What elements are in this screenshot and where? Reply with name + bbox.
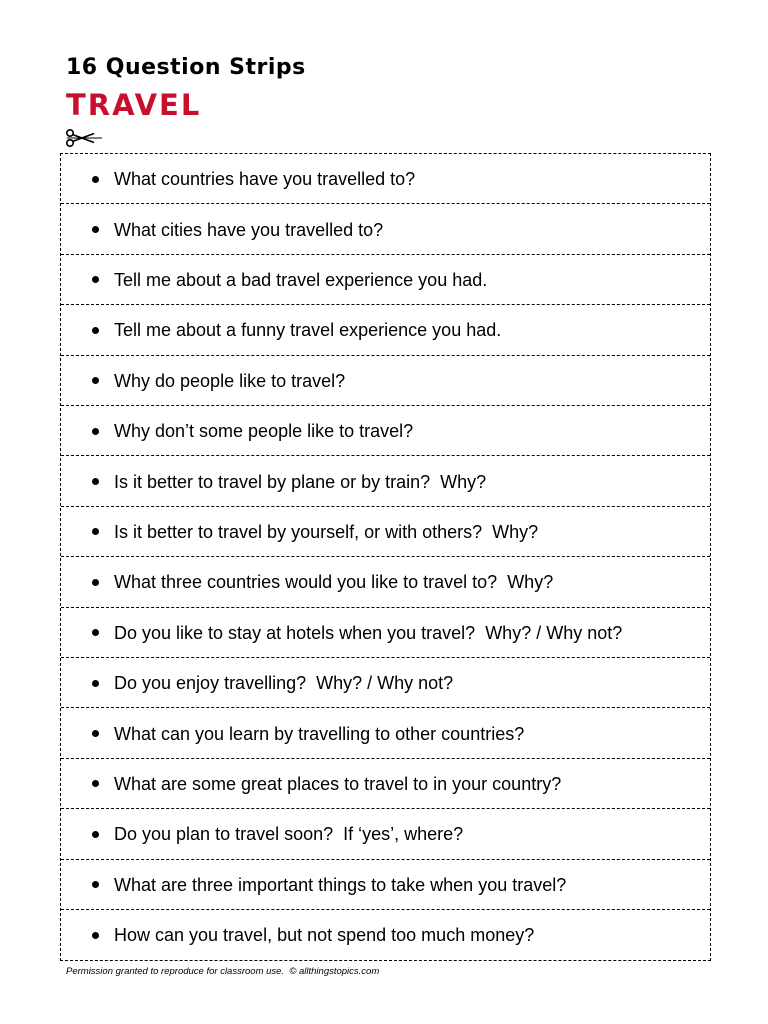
question-text: Why don’t some people like to travel? (114, 421, 414, 442)
question-text: Is it better to travel by yourself, or with others? Why? (114, 521, 539, 542)
question-strip (61, 809, 710, 859)
scissors-icon (64, 126, 104, 150)
question-strip (61, 154, 710, 204)
question-strip (61, 456, 710, 506)
permission-footer: Permission granted to reproduce for classroom use. © allthingstopics.com (66, 966, 380, 977)
cut-line (61, 707, 710, 708)
cut-line (61, 506, 710, 507)
question-text: What countries have you travelled to? (114, 169, 416, 190)
cut-line (61, 355, 710, 356)
bullet-icon (92, 226, 99, 233)
cut-line (61, 808, 710, 809)
question-text: What can you learn by travelling to other countries? (114, 723, 525, 744)
question-text: What cities have you travelled to? (114, 219, 384, 240)
question-strip (61, 860, 710, 910)
cut-line (61, 657, 710, 658)
question-text: Do you enjoy travelling? Why? / Why not? (114, 673, 454, 694)
cut-line (61, 607, 710, 608)
bullet-icon (92, 629, 99, 636)
question-strip (61, 658, 710, 708)
question-text: How can you travel, but not spend too much money? (114, 925, 535, 946)
bullet-icon (92, 932, 99, 939)
bullet-icon (92, 730, 99, 737)
bullet-icon (92, 377, 99, 384)
question-strip (61, 356, 710, 406)
bullet-icon (92, 528, 99, 535)
question-strip (61, 255, 710, 305)
question-strip (61, 204, 710, 254)
cut-line (61, 455, 710, 456)
question-strip (61, 507, 710, 557)
question-strip (61, 406, 710, 456)
cut-line (61, 556, 710, 557)
question-text: What are three important things to take when you travel? (114, 874, 567, 895)
bullet-icon (92, 276, 99, 283)
question-strip (61, 305, 710, 355)
cut-line (61, 304, 710, 305)
bullet-icon (92, 176, 99, 183)
bullet-icon (92, 327, 99, 334)
bullet-icon (92, 478, 99, 485)
question-text: Do you like to stay at hotels when you travel? Why? / Why not? (114, 622, 623, 643)
question-strip (61, 708, 710, 758)
question-strip (61, 557, 710, 607)
bullet-icon (92, 881, 99, 888)
bullet-icon (92, 428, 99, 435)
question-strip (61, 608, 710, 658)
question-text: What are some great places to travel to in your country? (114, 773, 562, 794)
question-strip (61, 910, 710, 960)
question-text: Is it better to travel by plane or by train? Why? (114, 471, 487, 492)
cut-line (61, 909, 710, 910)
question-strip (61, 759, 710, 809)
page-title: 16 Question Strips (66, 55, 306, 80)
cut-line (61, 758, 710, 759)
cut-line (61, 405, 710, 406)
question-text: Do you plan to travel soon? If ‘yes’, where? (114, 824, 464, 845)
question-strips (60, 153, 711, 961)
bullet-icon (92, 780, 99, 787)
question-text: Tell me about a funny travel experience you had. (114, 320, 502, 341)
bullet-icon (92, 579, 99, 586)
bullet-icon (92, 831, 99, 838)
topic-heading: TRAVEL (66, 88, 202, 122)
question-text: Tell me about a bad travel experience you had. (114, 269, 488, 290)
question-text: Why do people like to travel? (114, 370, 346, 391)
question-text: What three countries would you like to travel to? Why? (114, 572, 554, 593)
cut-line (61, 254, 710, 255)
cut-line (61, 203, 710, 204)
bullet-icon (92, 680, 99, 687)
cut-line (61, 859, 710, 860)
